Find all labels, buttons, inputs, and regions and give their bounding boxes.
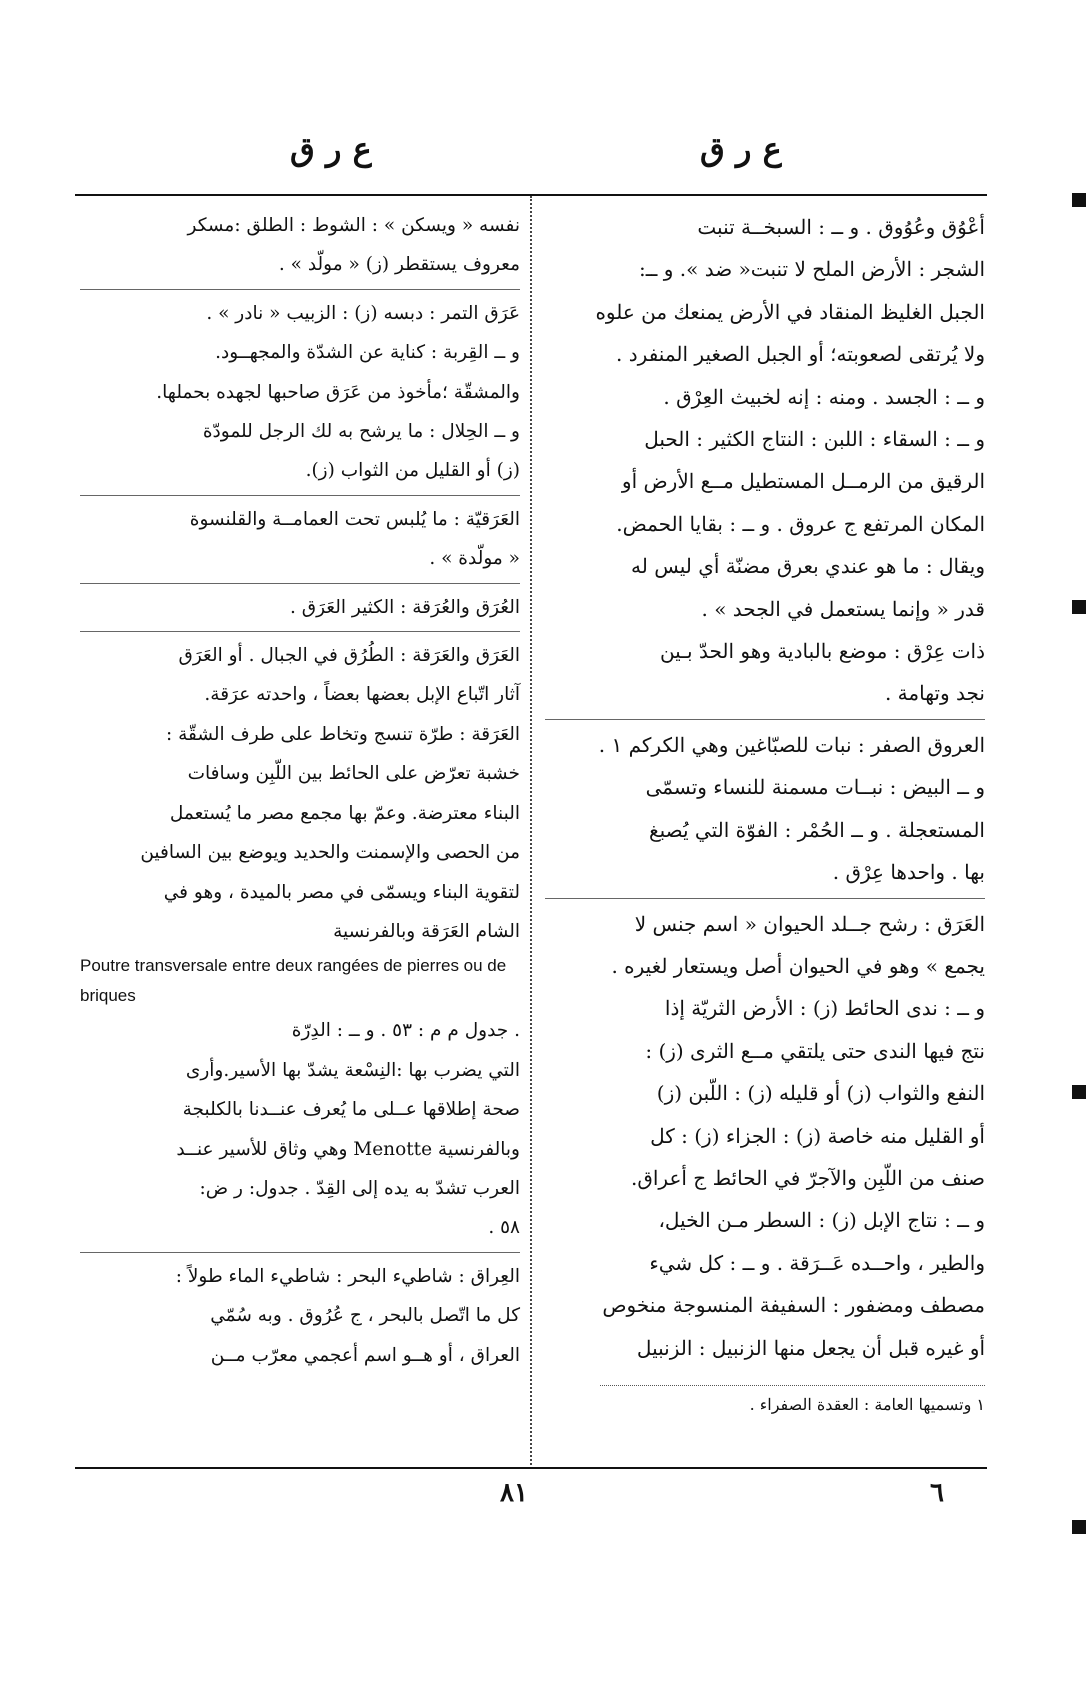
right-column xyxy=(545,206,985,1369)
entry-line: . جدول م م : ٥٣ . و ــ : الدِرّة xyxy=(291,1020,520,1042)
entry-line: العُرَق والعُرَقة : الكثير العَرَق . xyxy=(289,596,520,618)
entry-line: قدر « وإنما يستعمل في الجحد » . xyxy=(701,596,985,621)
scan-mark xyxy=(1072,600,1086,614)
entry-line: يجمع » وهو في الحيوان أصل ويستعار لغيره . xyxy=(611,953,985,978)
entry-line: عَرَق التمر : دبسه (ز) : الزبيب « نادر » . xyxy=(206,302,520,324)
entry-separator xyxy=(545,719,985,720)
entry-line: أو غيره قبل أن يجعل منها الزنبيل : الزنبيل xyxy=(636,1335,985,1360)
entry-line: صنف من اللّبِن والآجرّ في الحائط ج أعراق. xyxy=(630,1165,985,1190)
entry-separator xyxy=(80,583,520,584)
entry-line: معروف يستقطر (ز) « مولّد » . xyxy=(278,254,520,276)
entry-line: و ــ : الجسد . ومنه : إنه لخبيث العِرْق . xyxy=(663,384,985,409)
entry-line: و ــ : ندى الحائط (ز) : الأرض الثريّة إذا xyxy=(664,996,985,1021)
entry-line: العَرَق والعَرَقة : الطُرُق في الجبال . أو العَرَق xyxy=(178,645,520,667)
entry-line: الشجر : الأرض الملح لا تنبت« ضد ». و ــ: xyxy=(638,257,985,282)
left-column xyxy=(80,206,520,1375)
entry-line: كل ما اتّصل بالبحر ، ج عُرُوق . وبه سُمّي xyxy=(210,1305,520,1327)
entry-line: آثار اتّباع الإبل بعضها بعضاً ، واحدته عرَقة. xyxy=(204,684,520,706)
entry-line: خشبة تعرّض على الحائط بين اللّبِن وسافات xyxy=(187,763,520,785)
entry-line: ولا يُرتقى لصعوبته؛ أو الجبل الصغير المنفرد . xyxy=(616,342,985,367)
running-header-right: ع ر ق xyxy=(700,130,782,168)
entry-line: والمشقّة ؛مأخوذ من عَرَق صاحبها لجهده بحملها. xyxy=(156,381,520,403)
entry-line: و ــ : نتاج الإبل (ز) : السطر مـن الخيل، xyxy=(658,1208,985,1233)
entry-line: الشام العَرَقة وبالفرنسية xyxy=(333,920,520,942)
page-number-right: ٦ xyxy=(930,1478,944,1508)
entry-line: و ــ القِربة : كناية عن الشدّة والمجهــود. xyxy=(215,342,520,364)
entry-line: النفع والثواب (ز) أو قليله (ز) : اللّبن (ز) xyxy=(656,1081,985,1106)
entry-line: المكان المرتفع ج عروق . و ــ : بقايا الحمض. xyxy=(616,511,985,536)
entry-separator xyxy=(80,631,520,632)
entry-line: الرقيق من الرمــل المستطيل مــع الأرض أو xyxy=(621,469,985,494)
entry-line: العَرَقة : طرّة تنسج وتخاط على طرف الشقّة : xyxy=(165,723,520,745)
entry-line: و ــ : السقاء : اللبن : النتاج الكثير : الحبل xyxy=(644,427,985,452)
entry-separator xyxy=(545,898,985,899)
entry-line: من الحصى والإسمنت والحديد ويوضع بين السافين xyxy=(140,842,520,864)
entry-line: العِراق : شاطيء البحر : شاطيء الماء طولاً : xyxy=(175,1265,520,1287)
entry-line: مصطف ومضفور : السفيفة المنسوجة منخوص xyxy=(602,1293,985,1318)
entry-line: العرب تشدّ به يده إلى القِدّ . جدول: ر ض: xyxy=(199,1177,520,1199)
entry-line: أو القليل منه خاصة (ز) : الجزاء (ز) : كل xyxy=(650,1123,985,1148)
footnote-rule xyxy=(600,1385,985,1386)
entry-separator xyxy=(80,289,520,290)
scan-mark xyxy=(1072,1085,1086,1099)
entry-line: و ــ الحِلال : ما يرشح به لك الرجل للمودّة xyxy=(202,421,520,443)
entry-line: نفسه « ويسكن » : الشوط : الطلق :مسكر xyxy=(187,215,520,236)
entry-line: و ــ البيض : نبــات مسمنة للنساء وتسمّى xyxy=(645,775,985,800)
entry-separator xyxy=(80,495,520,496)
entry-line: أعْوُق وعُوُوق . و ــ : السبخــة تنبت xyxy=(697,215,985,239)
entry-line: العراق ، أو هــو اسم أعجمي معرّب مــن xyxy=(210,1344,520,1366)
entry-line: (ز) أو القليل من الثواب (ز). xyxy=(305,460,520,482)
entry-line: البناء معترضة. وعمّ بها مجمع مصر ما يُستعمل xyxy=(169,802,520,824)
entry-line: العَرَق : رشح جــلد الحيوان « اسم جنس لا xyxy=(634,911,985,936)
entry-separator xyxy=(80,1252,520,1253)
bottom-rule xyxy=(75,1467,987,1469)
french-gloss: Poutre transversale entre deux rangées de pierres ou de briques xyxy=(80,956,507,1006)
scan-mark xyxy=(1072,1520,1086,1534)
entry-line: والطير ، واحــده عَــرَقة . و ــ : كل شيء xyxy=(649,1250,985,1275)
entry-line: لتقوية البناء ويسمّى في مصر بالميدة ، وهو في xyxy=(163,881,520,903)
entry-line: العروق الصفر : نبات للصبّاغين وهي الكركم ١ . xyxy=(598,732,985,757)
entry-line: « مولّدة » . xyxy=(429,548,520,570)
entry-line: بها . واحدها عِرْق . xyxy=(832,860,985,885)
entry-line: الجبل الغليظ المنقاد في الأرض يمنعك من علوه xyxy=(595,299,985,324)
entry-line: صحة إطلاقها عــلى ما يُعرف عنــدنا بالكلبجة xyxy=(182,1099,520,1121)
entry-line: العَرَقيّة : ما يُلبس تحت العمامــة والقلنسوة xyxy=(189,508,520,530)
entry-line: نتج فيها الندى حتى يلتقي مــع الثرى (ز) : xyxy=(645,1038,985,1063)
entry-line: ذات عِرْق : موضع بالبادية وهو الحدّ بـين xyxy=(659,639,985,664)
entry-line: ٥٨ . xyxy=(488,1217,520,1239)
footnote: ١ وتسميها العامة : العقدة الصفراء . xyxy=(749,1395,985,1414)
entry-line: وبالفرنسية Menotte وهي وثاق للأسير عنــد xyxy=(176,1138,520,1160)
page-number-left: ٨١ xyxy=(500,1478,528,1508)
entry-line: المستعجلة . و ــ الحُمْر : الفوّة التي يُصبغ xyxy=(648,817,985,842)
running-header-left: ع ر ق xyxy=(290,130,372,168)
entry-line: نجد وتهامة . xyxy=(884,681,985,706)
column-divider xyxy=(530,196,532,1469)
scan-mark xyxy=(1072,193,1086,207)
entry-line: التي يضرب بها :النِسْعة يشدّ بها الأسير.وأرى xyxy=(185,1059,520,1081)
entry-line: ويقال : ما هو عندي بعرق مضنّة أي ليس له xyxy=(631,554,985,579)
